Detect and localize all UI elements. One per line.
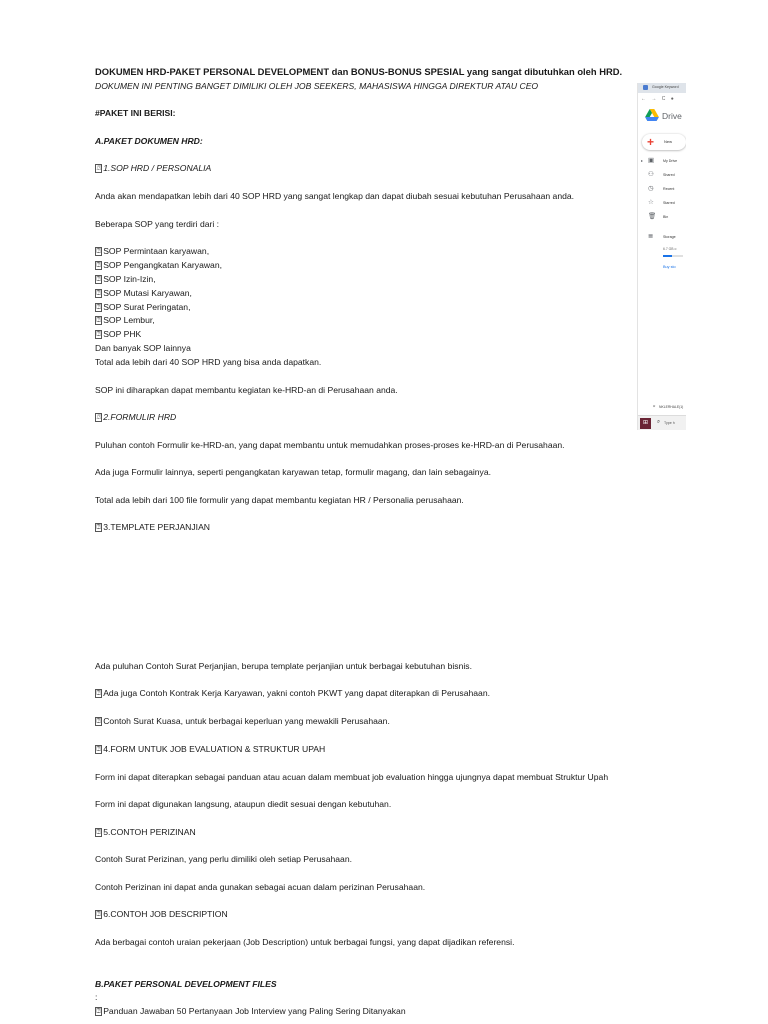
document-subtitle: DOKUMEN INI PENTING BANGET DIMILIKI OLEH JOB SEEKERS, MAHASISWA HINGGA DIREKTUR ATAU CEO xyxy=(95,81,539,91)
drive-nav-item: ◷ Recent xyxy=(648,185,675,192)
sop-list-item: ⍰ SOP Lembur, xyxy=(96,315,155,325)
item4-heading: ⍰ 4.FORM UNTUK JOB EVALUATION & STRUKTUR UPAH xyxy=(96,744,326,754)
document-title: DOKUMEN HRD-PAKET PERSONAL DEVELOPMENT dan BONUS-BONUS SPESIAL yang sangat dibutuhkan oleh HRD. xyxy=(95,66,623,77)
section-b-item: ⍰ Panduan Jawaban 50 Pertanyaan Job Interview yang Paling Sering Ditanyakan xyxy=(96,1006,406,1016)
item3-heading: ⍰ 3.TEMPLATE PERJANJIAN xyxy=(96,522,211,532)
item5-heading: ⍰ 5.CONTOH PERIZINAN xyxy=(96,827,196,837)
storage-bar-fill xyxy=(663,255,672,257)
my-drive-icon: ▣ xyxy=(648,157,655,164)
browser-tab xyxy=(638,83,686,93)
section-a-heading: A.PAKET DOKUMEN HRD: xyxy=(95,136,203,146)
missing-glyph: ⍰ xyxy=(96,524,101,531)
new-button-label: New xyxy=(664,139,673,144)
windows-icon: ⊞ xyxy=(643,420,649,426)
sop-list-item: ⍰ SOP Pengangkatan Karyawan, xyxy=(96,260,223,270)
taskbar xyxy=(638,415,686,430)
item3-paragraph: Ada puluhan Contoh Surat Perjanjian, berupa template perjanjian untuk berbagai kebutuhan bisnis. xyxy=(95,661,472,671)
missing-glyph: ⍰ xyxy=(96,304,101,311)
missing-glyph: ⍰ xyxy=(96,248,101,255)
taskbar-search-placeholder: Type h xyxy=(664,421,675,425)
buy-storage-link: Buy sto xyxy=(663,265,676,269)
expand-arrow-icon: ▸ xyxy=(641,158,644,163)
bin-icon: 🗑 xyxy=(648,213,657,220)
item5-paragraph: Contoh Surat Perizinan, yang perlu dimiliki oleh setiap Perusahaan. xyxy=(95,854,353,864)
new-button xyxy=(642,134,686,150)
missing-glyph: ⍰ xyxy=(96,317,101,324)
drive-nav-item: ☆ Starred xyxy=(648,199,675,206)
shared-icon: ⚇ xyxy=(648,171,654,178)
starred-icon: ☆ xyxy=(648,199,654,206)
recent-icon: ◷ xyxy=(648,185,654,192)
drive-screenshot xyxy=(637,83,686,430)
missing-glyph: ⍰ xyxy=(96,165,101,172)
item6-paragraph: Ada berbagai contoh uraian pekerjaan (Job Description) untuk berbagai fungsi, yang dapat dijadikan referensi. xyxy=(95,937,515,947)
file-icon: ⌅ xyxy=(652,403,657,409)
missing-glyph: ⍰ xyxy=(96,262,101,269)
item2-paragraph-2: Ada juga Formulir lainnya, seperti pengangkatan karyawan tetap, formulir magang, dan lain sebagainya. xyxy=(95,467,492,477)
sop-list-item: ⍰ SOP Mutasi Karyawan, xyxy=(96,288,192,298)
missing-glyph: ⍰ xyxy=(96,276,101,283)
missing-glyph: ⍰ xyxy=(96,414,101,421)
sop-more: Dan banyak SOP lainnya xyxy=(95,343,191,353)
tab-favicon-icon xyxy=(643,85,648,90)
missing-glyph: ⍰ xyxy=(96,290,101,297)
sop-list-item: ⍰ SOP Permintaan karyawan, xyxy=(96,246,210,256)
missing-glyph: ⍰ xyxy=(96,331,101,338)
storage-usage-text: 6.7 GB o xyxy=(663,247,677,251)
sop-list-item: ⍰ SOP Surat Peringatan, xyxy=(96,302,191,312)
drive-app-name: Drive xyxy=(662,111,682,121)
item6-heading: ⍰ 6.CONTOH JOB DESCRIPTION xyxy=(96,909,228,919)
missing-glyph: ⍰ xyxy=(96,690,101,697)
plus-icon: + xyxy=(647,135,655,149)
browser-nav-buttons: ← → C ● xyxy=(641,96,676,102)
missing-glyph: ⍰ xyxy=(96,746,101,753)
item2-heading: ⍰ 2.FORMULIR HRD xyxy=(96,412,177,422)
item1-paragraph: Anda akan mendapatkan lebih dari 40 SOP HRD yang sangat lengkap dan dapat diubah sesuai kebutuhan Perusahaan anda. xyxy=(95,191,575,201)
item4-paragraph: Form ini dapat diterapkan sebagai panduan atau acuan dalam membuat job evaluation hingga ujungnya dapat membuat Struktur Upah xyxy=(95,772,609,782)
item3-paragraph-3: ⍰ Contoh Surat Kuasa, untuk berbagai keperluan yang mewakili Perusahaan. xyxy=(96,716,390,726)
item1-paragraph-2: Beberapa SOP yang terdiri dari : xyxy=(95,219,220,229)
sop-list-item: ⍰ SOP PHK xyxy=(96,329,142,339)
paket-heading: #PAKET INI BERISI: xyxy=(95,108,176,118)
drive-nav-item: 🗑 Bin xyxy=(648,213,669,220)
drive-nav-item: ▸ ▣ My Drive xyxy=(641,157,678,164)
search-icon: ⌕ xyxy=(657,419,661,425)
drive-nav-item: ⚇ Shared xyxy=(648,171,675,178)
missing-glyph: ⍰ xyxy=(96,911,101,918)
item5-paragraph-2: Contoh Perizinan ini dapat anda gunakan sebagai acuan dalam perizinan Perusahaan. xyxy=(95,882,426,892)
item2-paragraph: Puluhan contoh Formulir ke-HRD-an, yang dapat membantu untuk memudahkan proses-proses ke-HRD-an di Perusahaan. xyxy=(95,440,565,450)
sop-hope: SOP ini diharapkan dapat membantu kegiatan ke-HRD-an di Perusahaan anda. xyxy=(95,385,398,395)
storage-icon: ≣ xyxy=(648,233,654,240)
drive-nav-item: ≣ Storage xyxy=(648,233,676,240)
section-b-colon: : xyxy=(95,992,98,1002)
sop-total: Total ada lebih dari 40 SOP HRD yang bisa anda dapatkan. xyxy=(95,357,322,367)
download-bar-item: ⌅ NKLERHALE(1) xyxy=(652,403,684,409)
item2-paragraph-3: Total ada lebih dari 100 file formulir yang dapat membantu kegiatan HR / Personalia perusahaan. xyxy=(95,495,464,505)
storage-bar xyxy=(663,255,683,257)
item4-paragraph-2: Form ini dapat digunakan langsung, ataupun diedit sesuai dengan kebutuhan. xyxy=(95,799,392,809)
item3-paragraph-2: ⍰ Ada juga Contoh Kontrak Kerja Karyawan, yakni contoh PKWT yang dapat diterapkan di Perusahaan. xyxy=(96,688,491,698)
missing-glyph: ⍰ xyxy=(96,829,101,836)
drive-logo-icon xyxy=(645,109,659,121)
tab-label: Google Keyword xyxy=(652,85,679,89)
item1-heading: ⍰ 1.SOP HRD / PERSONALIA xyxy=(96,163,212,173)
sop-list-item: ⍰ SOP Izin-Izin, xyxy=(96,274,156,284)
missing-glyph: ⍰ xyxy=(96,718,101,725)
start-button xyxy=(640,418,651,429)
missing-glyph: ⍰ xyxy=(96,1008,101,1015)
section-b-heading: B.PAKET PERSONAL DEVELOPMENT FILES xyxy=(95,979,277,989)
